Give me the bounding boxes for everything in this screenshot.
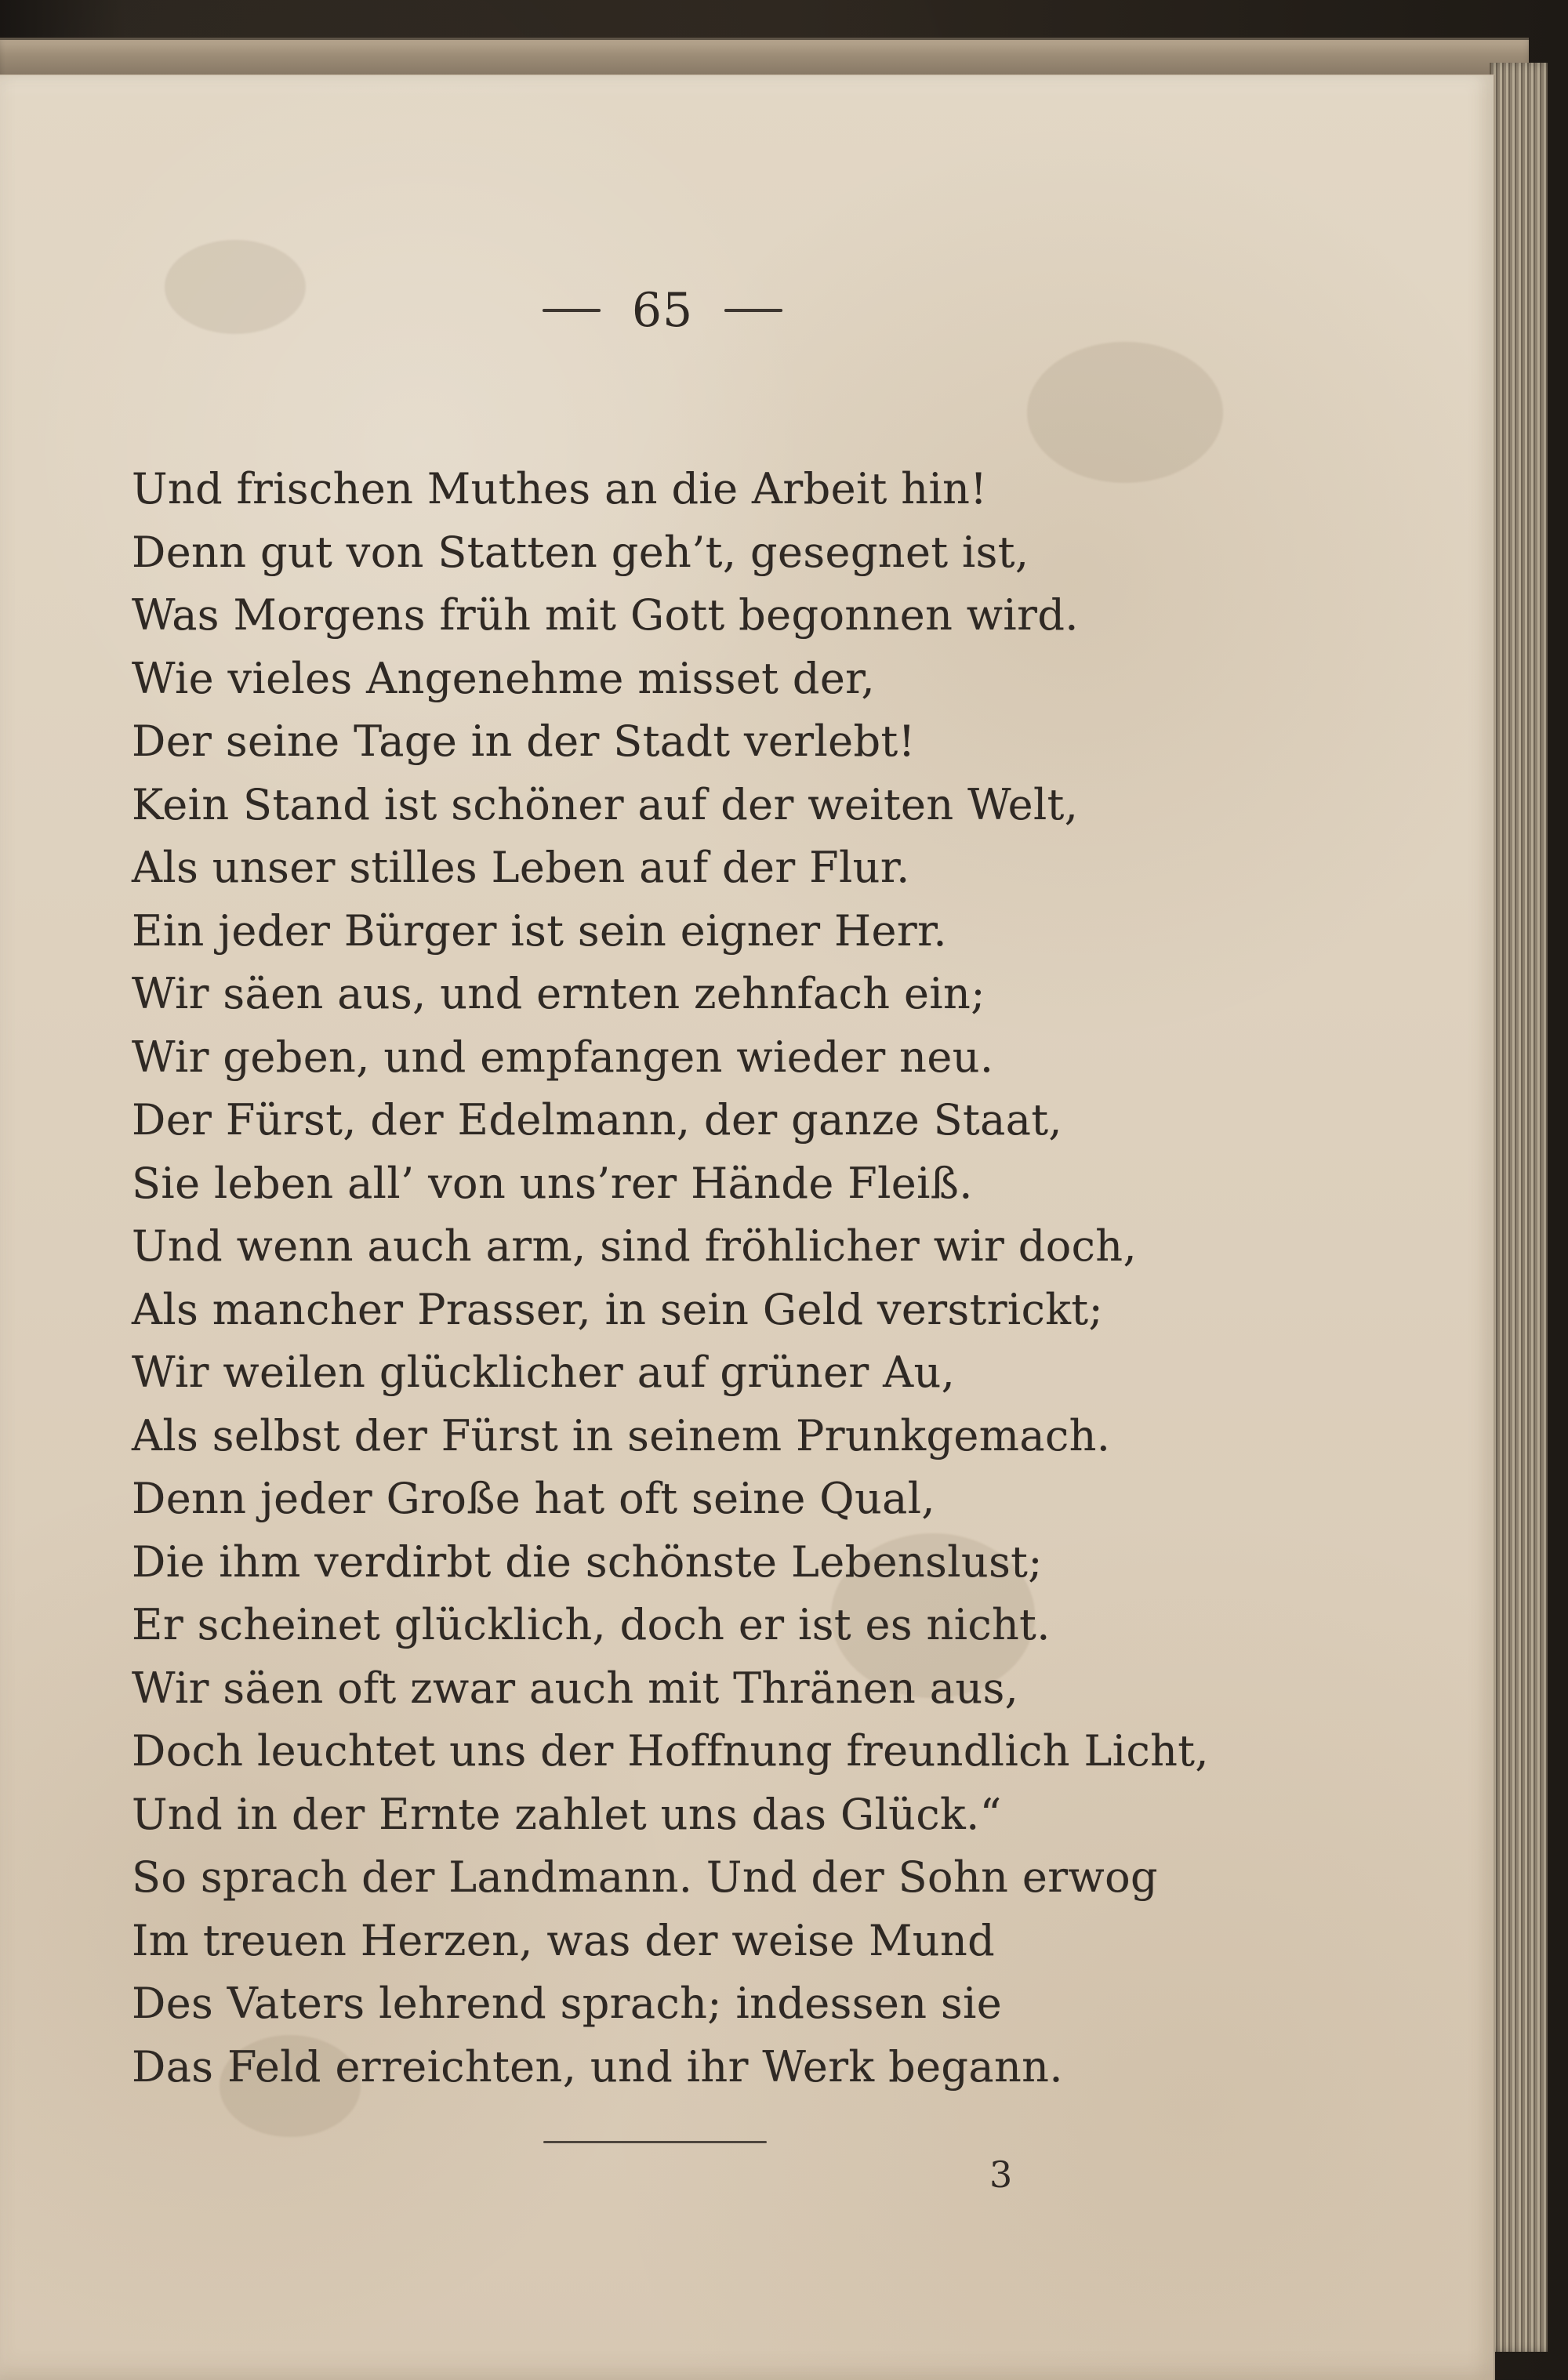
text-line-2: Denn gut von Statten geh’t, gesegnet ist, bbox=[132, 527, 1029, 577]
left-dash bbox=[543, 309, 601, 312]
text-line-6: Kein Stand ist schöner auf der weiten Welt, bbox=[132, 779, 1079, 829]
book-page bbox=[0, 74, 1495, 2380]
text-line-14: Als mancher Prasser, in sein Geld verstrickt; bbox=[132, 1284, 1104, 1334]
text-line-5: Der seine Tage in der Stadt verlebt! bbox=[132, 717, 916, 766]
page-edges bbox=[1490, 63, 1548, 2352]
text-line-16: Als selbst der Fürst in seinem Prunkgemach. bbox=[132, 1410, 1111, 1460]
text-line-9: Wir säen aus, und ernten zehnfach ein; bbox=[132, 969, 985, 1018]
end-rule bbox=[543, 2141, 767, 2143]
paper-stain bbox=[165, 240, 306, 334]
text-line-7: Als unser stilles Leben auf der Flur. bbox=[132, 843, 910, 892]
text-line-25: Des Vaters lehrend sprach; indessen sie bbox=[132, 1979, 1003, 2028]
text-line-1: Und frischen Muthes an die Arbeit hin! bbox=[132, 464, 988, 513]
page-number: 65 bbox=[631, 283, 694, 338]
text-line-20: Wir säen oft zwar auch mit Thränen aus, bbox=[132, 1663, 1019, 1713]
text-line-26: Das Feld erreichten, und ihr Werk begann. bbox=[132, 2041, 1063, 2092]
text-line-4: Wie vieles Angenehme misset der, bbox=[132, 653, 876, 703]
text-line-19: Er scheinet glücklich, doch er ist es nicht. bbox=[132, 1600, 1051, 1649]
text-line-13: Und wenn auch arm, sind fröhlicher wir doch, bbox=[132, 1221, 1138, 1271]
text-line-3: Was Morgens früh mit Gott begonnen wird. bbox=[132, 590, 1079, 640]
text-line-12: Sie leben all’ von uns’rer Hände Fleiß. bbox=[132, 1158, 973, 1208]
text-line-18: Die ihm verdirbt die schönste Lebenslust; bbox=[132, 1536, 1043, 1587]
text-line-23: So sprach der Landmann. Und der Sohn erwog bbox=[132, 1852, 1158, 1902]
text-line-10: Wir geben, und empfangen wieder neu. bbox=[132, 1032, 994, 1082]
text-line-8: Ein jeder Bürger ist sein eigner Herr. bbox=[132, 905, 947, 956]
text-line-11: Der Fürst, der Edelmann, der ganze Staat, bbox=[132, 1095, 1062, 1145]
text-line-17: Denn jeder Große hat oft seine Qual, bbox=[132, 1474, 935, 1523]
text-line-15: Wir weilen glücklicher auf grüner Au, bbox=[132, 1348, 956, 1397]
poem-text-block bbox=[132, 458, 1209, 2099]
text-line-24: Im treuen Herzen, was der weise Mund bbox=[132, 1915, 996, 1965]
text-line-21: Doch leuchtet uns der Hoffnung freundlich Licht, bbox=[132, 1726, 1209, 1776]
page-header bbox=[466, 271, 858, 350]
signature-mark: 3 bbox=[989, 2153, 1013, 2196]
text-line-22: Und in der Ernte zahlet uns das Glück.“ bbox=[132, 1789, 1002, 1839]
right-dash bbox=[724, 309, 782, 312]
